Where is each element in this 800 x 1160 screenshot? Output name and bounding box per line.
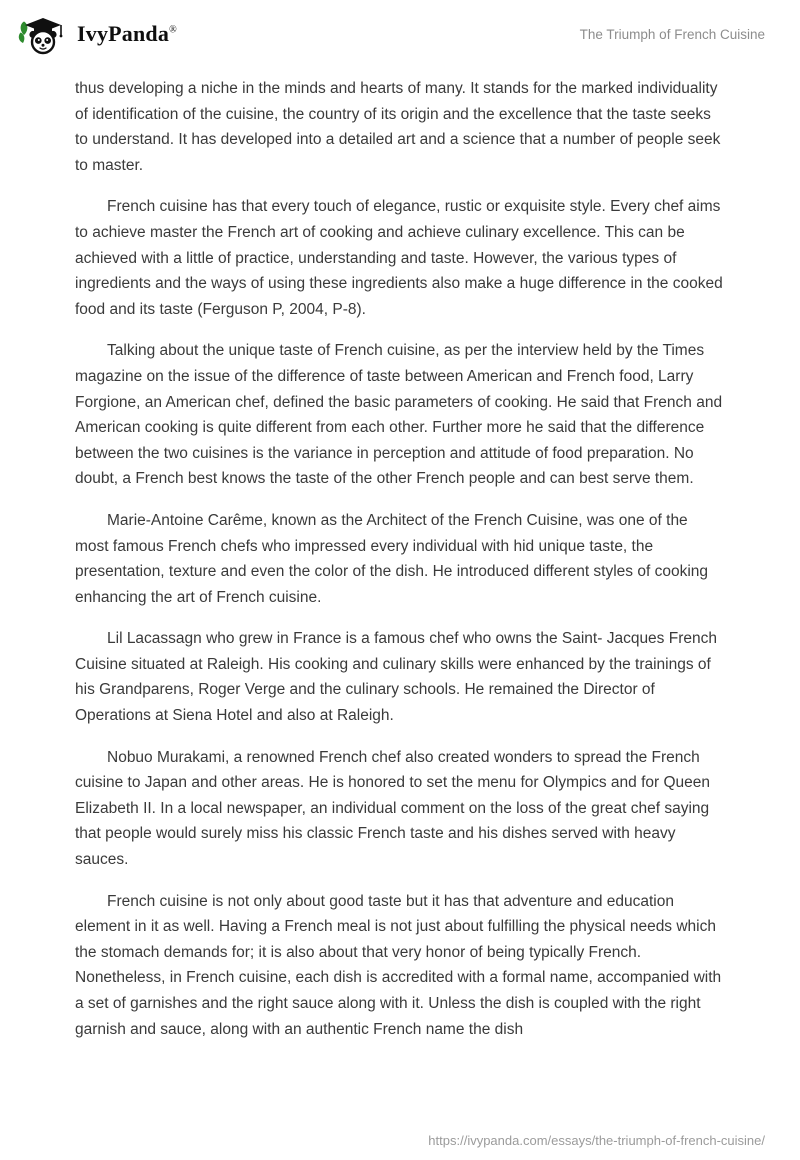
source-url[interactable]: https://ivypanda.com/essays/the-triumph-of-french-cuisine/ (428, 1133, 765, 1148)
registered-mark: ® (169, 24, 177, 36)
paragraph: Nobuo Murakami, a renowned French chef also created wonders to spread the French cuisine to Japan and other areas. He is honored to set the menu for Olympics and for Queen Elizabeth II. In a local newspaper, an individual comment on the loss of the great chef saying that people would surely miss his classic French taste and his dishes served with heavy sauces. (75, 748, 711, 869)
paragraph: thus developing a niche in the minds and hearts of many. It stands for the marked individuality of identification of the cuisine, the country of its origin and the excellence that the taste seeks to understand. It has developed into a detailed art and a science that a number of people seek to master. (75, 80, 721, 174)
paragraph: Lil Lacassagn who grew in France is a famous chef who owns the Saint- Jacques French Cuisine situated at Raleigh. His cooking and culinary skills were enhanced by the trainings of his Grandparens, Roger Verge and the culinary schools. He remained the Director of Operations at Siena Hotel and also at Raleigh. (75, 630, 717, 725)
paragraph: Marie-Antoine Carême, known as the Architect of the French Cuisine, was one of the most famous French chefs who impressed every individual with hid unique taste, the presentation, texture and even the color of the dish. He introduced different styles of cooking enhancing the art of French cuisine. (75, 511, 709, 606)
brand-name: IvyPanda® (77, 21, 177, 46)
paragraph: French cuisine is not only about good taste but it has that adventure and education element in it as well. Having a French meal is not just about fulfilling the physical needs which the stomach demands for; it is also about that very honor of being typically French. Nonetheless, in French cuisine, each dish is accredited with a formal name, accompanied with a set of garnishes and the right sauce along with it. Unless the dish is coupled with the right garnish and sauce, along with an authentic French name the dish (75, 892, 722, 1038)
paragraph: Talking about the unique taste of French cuisine, as per the interview held by the Times magazine on the issue of the difference of taste between American and French food, Larry Forgione, an American chef, defined the basic parameters of cooking. He said that French and American cooking is quite different from each other. Further more he said that the difference between the two cuisines is the variance in perception and attitude of food preparation. No doubt, a French best knows the taste of the other French people and can best serve them. (75, 342, 723, 488)
essay-body (0, 56, 800, 1042)
document-title: The Triumph of French Cuisine (579, 26, 765, 42)
ivypanda-panda-icon (18, 13, 68, 55)
ivypanda-logo[interactable] (18, 13, 177, 55)
header (0, 0, 800, 56)
paragraph: French cuisine has that every touch of elegance, rustic or exquisite style. Every chef aims to achieve master the French art of cooking and achieve culinary excellence. This can be achieved with a little of practice, understanding and taste. However, the various types of ingredients and the ways of using these ingredients also make a huge difference in the cooked food and its taste (Ferguson P, 2004, P-8). (75, 198, 723, 318)
footer (428, 1133, 765, 1148)
